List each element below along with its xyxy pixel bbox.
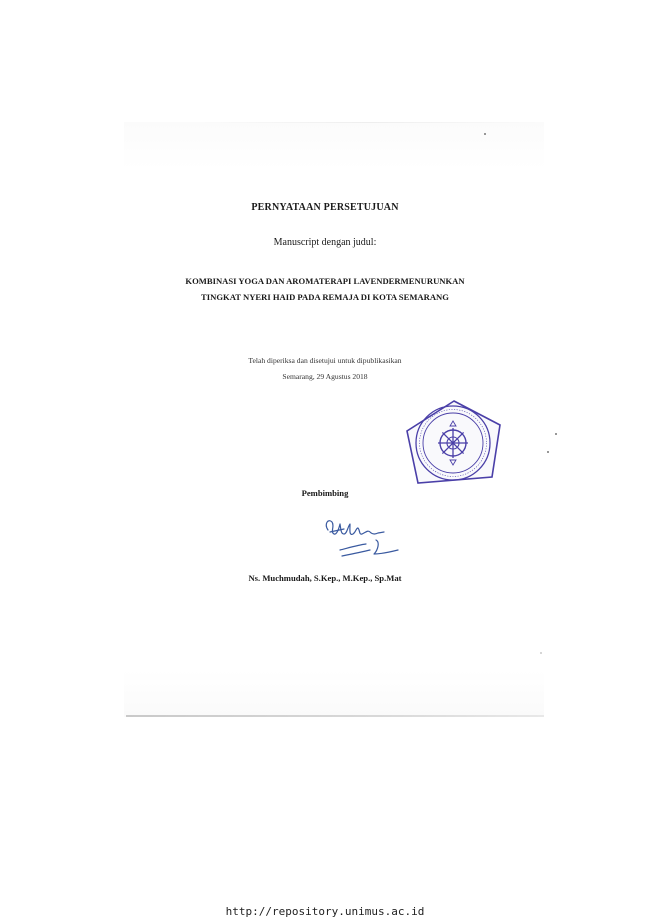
place-date: Semarang, 29 Agustus 2018 xyxy=(282,372,368,381)
document-subheading: Manuscript dengan judul: xyxy=(273,237,377,248)
supervisor-name: Ns. Muchmudah, S.Kep., M.Kep., Sp.Mat xyxy=(248,573,402,583)
supervisor-label: Pembimbing xyxy=(301,488,349,498)
scan-speck xyxy=(555,433,557,435)
scan-speck xyxy=(547,451,549,453)
manuscript-title-line-2: TINGKAT NYERI HAID PADA REMAJA DI KOTA SEMARANG xyxy=(201,292,449,302)
document-heading: PERNYATAAN PERSETUJUAN xyxy=(251,202,399,213)
scan-speck xyxy=(484,133,486,135)
approval-text: Telah diperiksa dan disetujui untuk dipublikasikan xyxy=(248,356,402,365)
handwritten-signature xyxy=(318,514,404,562)
page-top-edge xyxy=(200,122,540,123)
page-bottom-edge xyxy=(126,715,544,717)
university-seal-stamp xyxy=(404,399,504,487)
repository-url[interactable]: http://repository.unimus.ac.id xyxy=(225,905,425,918)
scan-speck xyxy=(540,652,542,654)
manuscript-title-line-1: KOMBINASI YOGA DAN AROMATERAPI LAVENDERMENURUNKAN xyxy=(185,276,465,286)
